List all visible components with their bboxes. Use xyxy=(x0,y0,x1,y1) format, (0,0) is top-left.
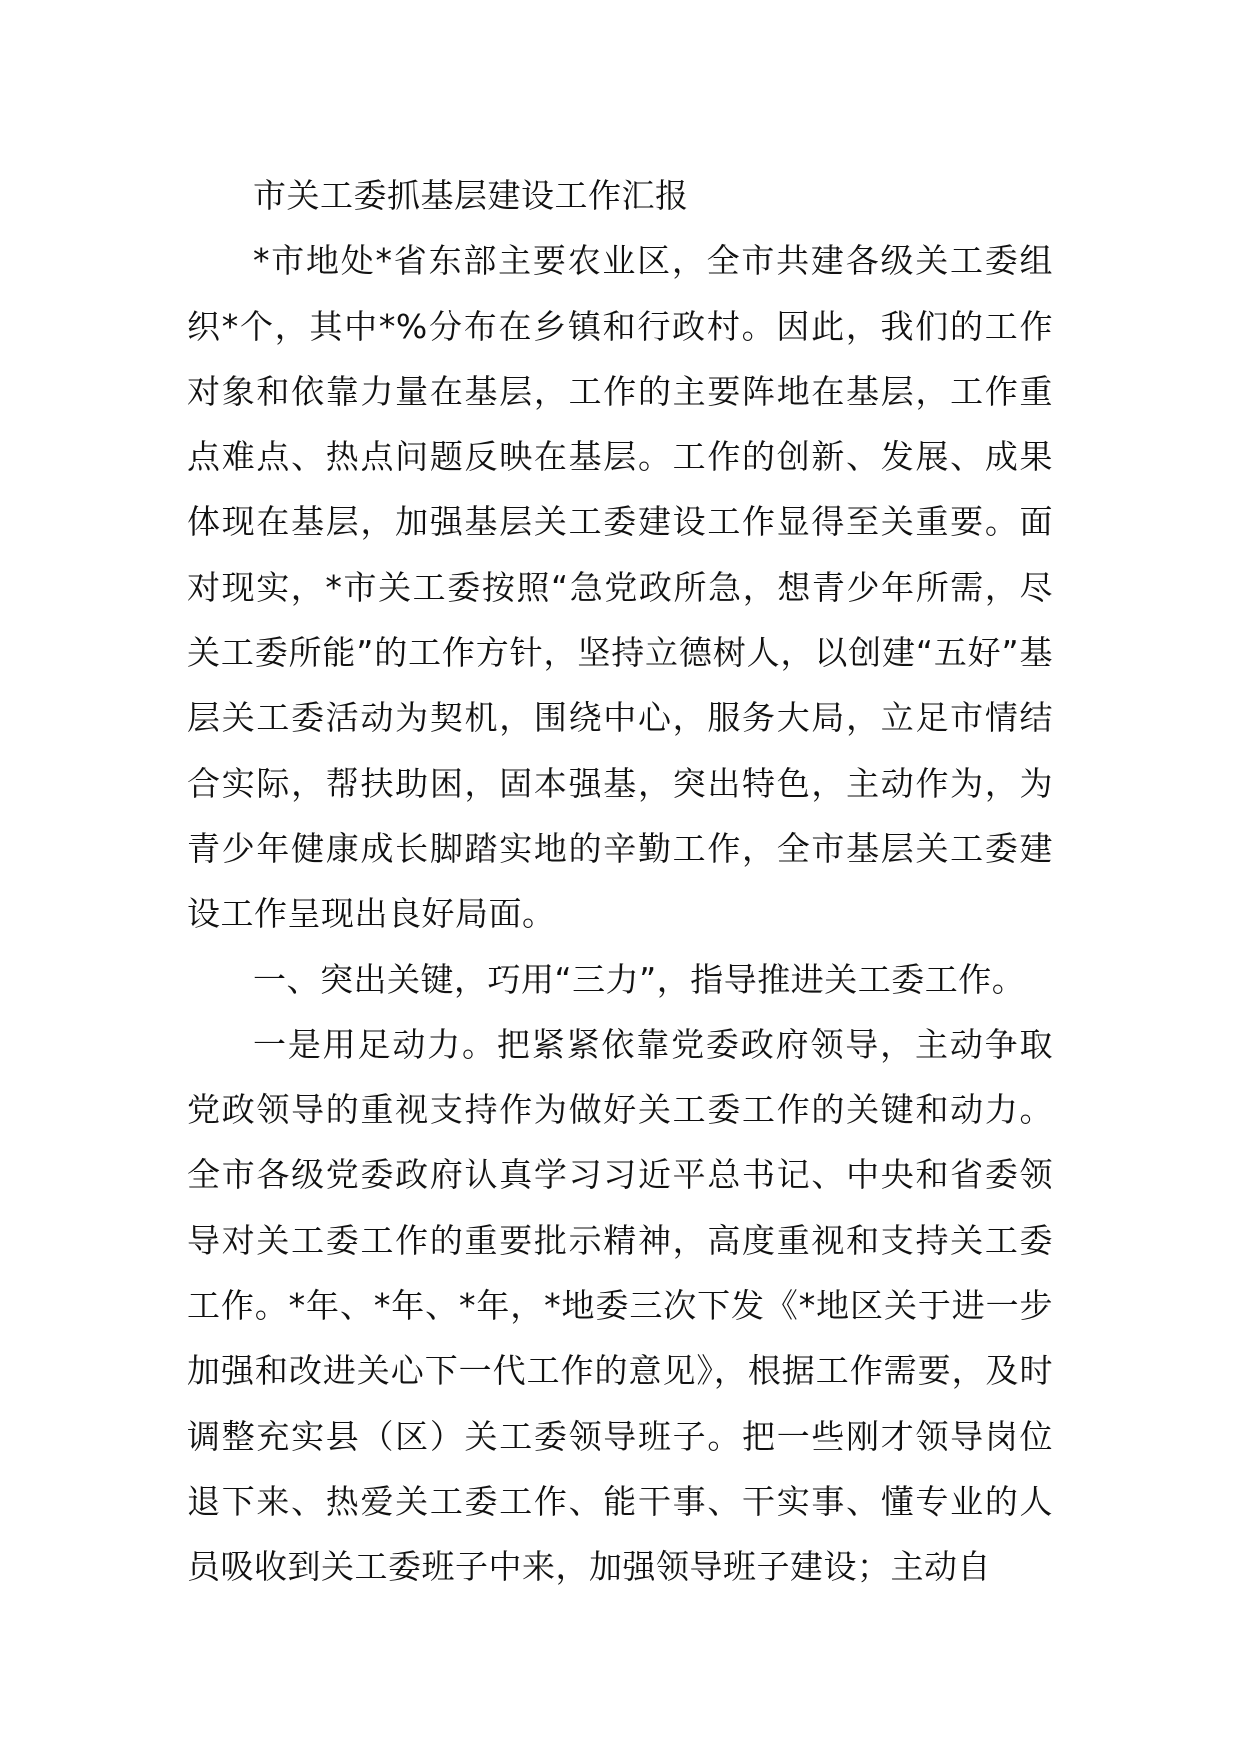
section-heading-1: 一、突出关键，巧用“三力”，指导推进关工委工作。 xyxy=(253,959,1026,999)
document-title: 市关工委抓基层建设工作汇报 xyxy=(253,176,689,215)
paragraph-point-1: 一是用足动力。把紧紧依靠党委政府领导，主动争取党政领导的重视支持作为做好关工委工作的关键和动力。全市各级党委政府认真学习习近平总书记、中央和省委领导对关工委工作的重要批示精神，高度重视和支持关工委工作。*年、*年、*年，*地委三次下发《*地区关于进一步加强和改进关心下一代工作的意见》，根据工作需要，及时调整充实县（区）关工委领导班子。把一些刚才领导岗位退下来、热爱关工委工作、能干事、干实事、懂专业的人员吸收到关工委班子中来，加强领导班子建设；主动自 xyxy=(187,1024,1053,1587)
document-body xyxy=(187,163,1053,1600)
paragraph-intro: *市地处*省东部主要农业区，全市共建各级关工委组织*个，其中*%分布在乡镇和行政村。因此，我们的工作对象和依靠力量在基层，工作的主要阵地在基层，工作重点难点、热点问题反映在基层。工作的创新、发展、成果体现在基层，加强基层关工委建设工作显得至关重要。面对现实，*市关工委按照“急党政所急，想青少年所需，尽关工委所能”的工作方针，坚持立德树人，以创建“五好”基层关工委活动为契机，围绕中心，服务大局，立足市情结合实际，帮扶助困，固本强基，突出特色，主动作为，为青少年健康成长脚踏实地的辛勤工作，全市基层关工委建设工作呈现出良好局面。 xyxy=(187,241,1053,934)
